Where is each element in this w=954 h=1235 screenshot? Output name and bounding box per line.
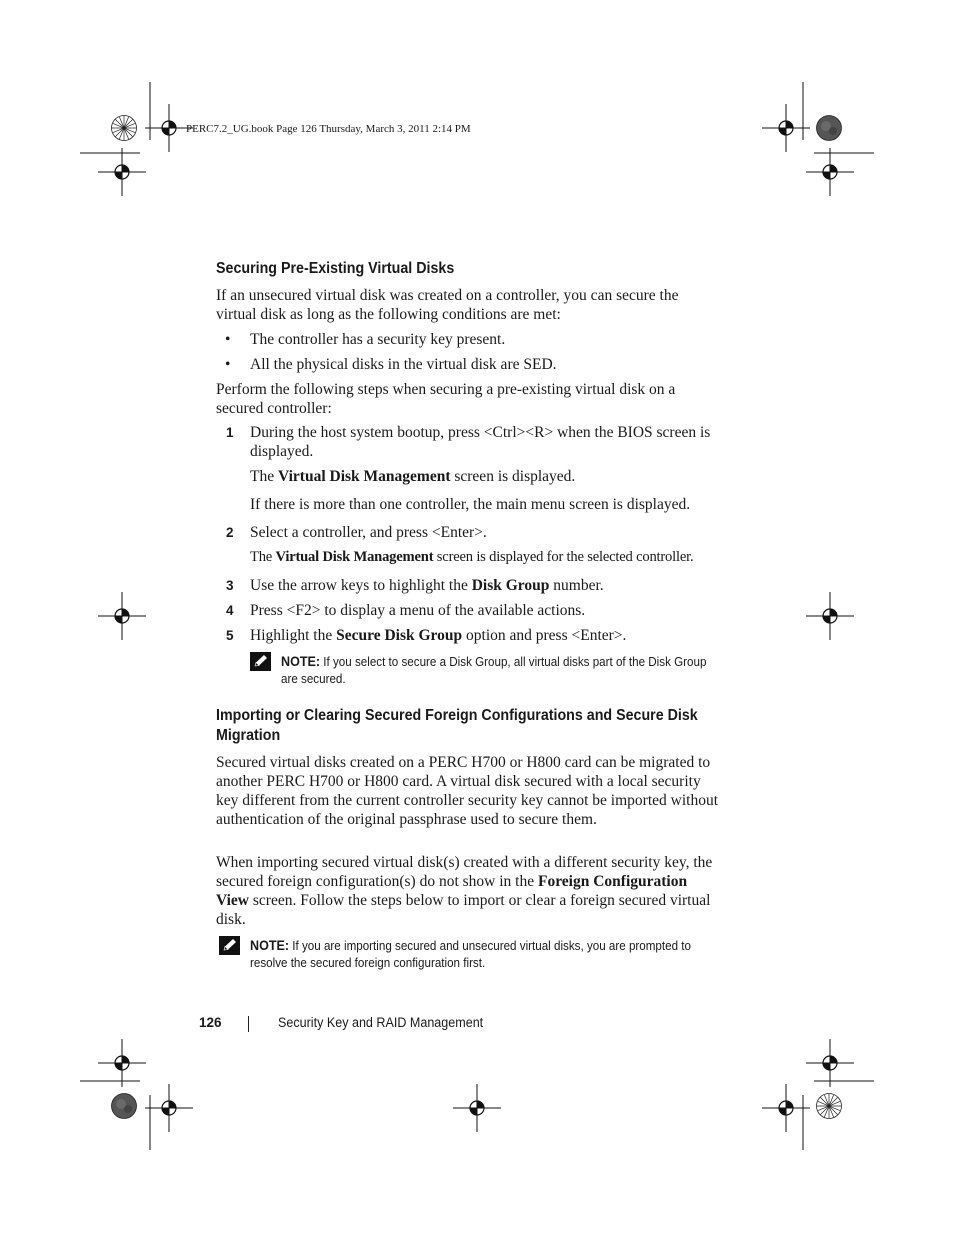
step-text: Highlight the Secure Disk Group option and press <Enter>.	[250, 627, 627, 644]
ui-term: Disk Group	[471, 577, 550, 594]
step-text: Press <F2> to display a menu of the available actions.	[250, 602, 586, 619]
section-heading-securing: Securing Pre-Existing Virtual Disks	[216, 260, 455, 277]
note-secure-disk-group: NOTE: If you select to secure a Disk Group, all virtual disks part of the Disk Group are secured.	[281, 654, 707, 686]
bullet-marker: •	[225, 356, 231, 373]
ui-term: Virtual Disk Management	[277, 468, 451, 485]
note-pencil-icon	[219, 936, 240, 955]
page-number: 126	[199, 1015, 222, 1030]
bullet-marker: •	[225, 331, 231, 348]
step-number: 1	[226, 425, 234, 440]
step-number: 5	[226, 628, 234, 643]
footer-chapter-title: Security Key and RAID Management	[278, 1015, 484, 1030]
note-pencil-icon	[250, 652, 271, 671]
step-result: The Virtual Disk Management screen is displayed.	[250, 468, 576, 485]
import-paragraph: When importing secured virtual disk(s) created with a different security key, the secured foreign configuration(s) do not show in the Foreign Configuration View screen. Follow the steps below to import or clear a foreign secured virtual disk.	[216, 854, 713, 928]
note-label: NOTE:	[250, 938, 290, 953]
note-foreign-config: NOTE: If you are importing secured and unsecured virtual disks, you are prompted to resolve the secured foreign configuration first.	[250, 938, 691, 970]
ui-term: Secure Disk Group	[336, 627, 463, 644]
bullet-item: All the physical disks in the virtual disk are SED.	[250, 356, 557, 373]
step-number: 3	[226, 578, 234, 593]
step-text: During the host system bootup, press <Ctrl><R> when the BIOS screen is displayed.	[250, 424, 711, 460]
step-extra: If there is more than one controller, the main menu screen is displayed.	[250, 496, 691, 513]
section-heading-importing: Importing or Clearing Secured Foreign Configurations and Secure Disk Migration	[216, 707, 698, 744]
perform-paragraph: Perform the following steps when securing a pre-existing virtual disk on a secured controller:	[216, 381, 676, 417]
step-number: 2	[226, 525, 234, 540]
step-result: The Virtual Disk Management screen is displayed for the selected controller.	[250, 549, 694, 565]
ui-term: Foreign Configuration View	[216, 873, 688, 909]
migration-paragraph: Secured virtual disks created on a PERC H700 or H800 card can be migrated to another PERC H700 or H800 card. A virtual disk secured with a local security key different from the current controller security key cannot be imported without authentication of the original passphrase used to secure them.	[216, 754, 719, 828]
step-number: 4	[226, 603, 234, 618]
print-header-stamp: PERC7.2_UG.book Page 126 Thursday, March 3, 2011 2:14 PM	[186, 123, 471, 135]
intro-paragraph: If an unsecured virtual disk was created on a controller, you can secure the virtual disk as long as the following conditions are met:	[216, 287, 679, 323]
step-text: Select a controller, and press <Enter>.	[250, 524, 487, 541]
footer-separator	[248, 1016, 249, 1032]
ui-term: Virtual Disk Management	[275, 549, 434, 565]
note-label: NOTE:	[281, 654, 321, 669]
bullet-item: The controller has a security key present.	[250, 331, 506, 348]
step-text: Use the arrow keys to highlight the Disk Group number.	[250, 577, 604, 594]
